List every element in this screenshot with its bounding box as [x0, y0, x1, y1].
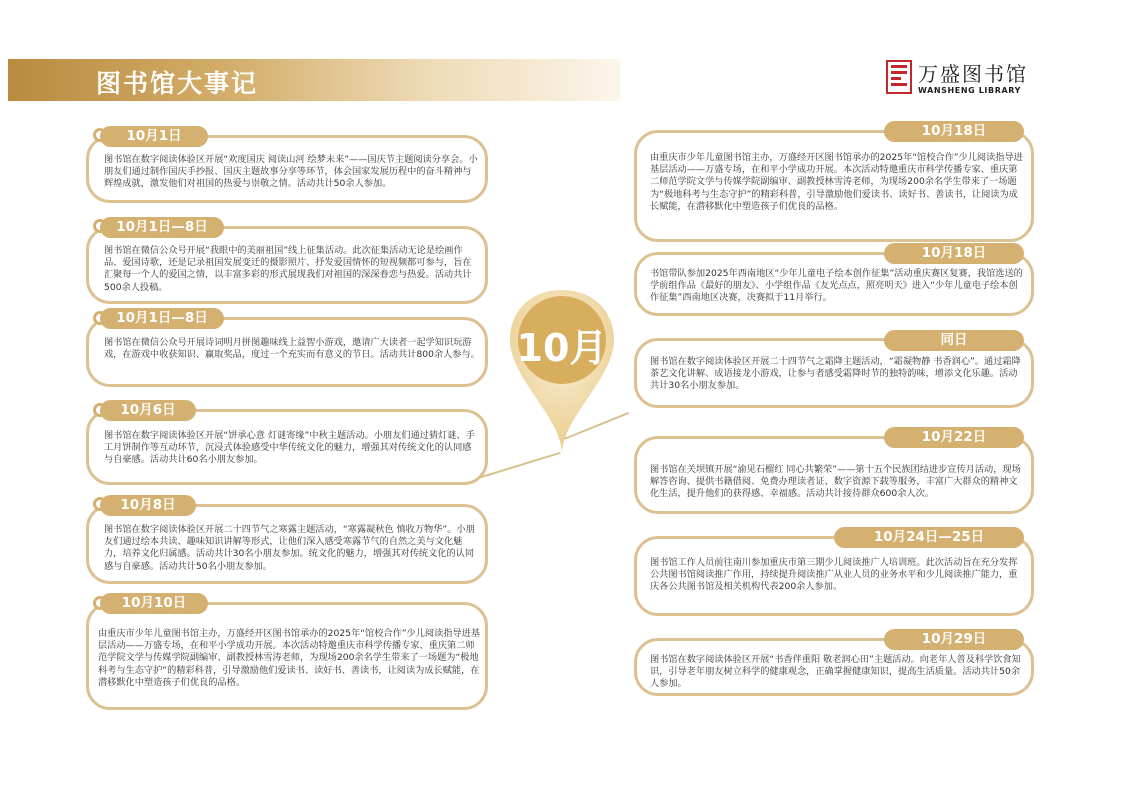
event-date-tab: 同日 — [884, 330, 1024, 351]
month-pin-icon — [506, 288, 618, 458]
event-description: 书馆带队参加2025年西南地区“少年儿童电子绘本创作征集”活动重庆赛区复赛，我馆选送的学前组作品《最好的朋友》、小学组作品《友光点点，照亮明天》进入“少年儿童电子绘本创作征集”西南地区决赛，决赛拟于11月举行。 — [650, 268, 1023, 304]
event-date-tab: 10月8日 — [100, 495, 196, 516]
event-description: 图书馆在数字阅读体验区开展二十四节气之寒露主题活动，“寒露凝秋色 慎收万物华”。小朋友们通过绘本共读、趣味知识讲解等形式，让他们深入感受寒露节气的自然之美与文化魅力，培养文化归属感。活动共计30名小朋友参加。统文化的魅力，增强其对传统文化的认同感与自豪感。活动共计50名小朋友参加。 — [104, 524, 475, 572]
event-description: 图书馆在关坝镇开展“渝见石榴红 同心共繁荣”——第十五个民族团结进步宣传月活动，现场解答咨询、提供书籍借阅、免费办理读者证、数字资源下载等服务，丰富广大群众的精神文化生活，提升他们的获得感、幸福感。活动共计接待群众600余人次。 — [650, 464, 1021, 500]
event-date-tab: 10月1日—8日 — [100, 308, 224, 329]
event-date-tab: 10月22日 — [884, 427, 1024, 448]
event-date-tab: 10月1日—8日 — [100, 217, 224, 238]
month-badge: 10月 — [516, 326, 608, 370]
event-description: 图书馆在微信公众号开展“我眼中的美丽祖国”线上征集活动。此次征集活动无论是绘画作品、爱国诗歌，还是记录祖国发展变迁的摄影照片、抒发爱国情怀的短视频都可参与，旨在汇聚每一个人的爱国之情，以丰富多彩的形式展现我们对祖国的深深眷恋与热爱。活动共计500余人投稿。 — [104, 245, 472, 293]
page-title: 图书馆大事记 — [96, 69, 259, 98]
event-description: 图书馆在数字阅读体验区开展“书香伴重阳 敬老润心田”主题活动。向老年人普及科学饮食知识，引导老年朋友树立科学的健康观念，正确掌握健康知识，提高生活质量。活动共计50余人参加。 — [650, 654, 1021, 690]
library-logo — [886, 58, 1026, 102]
event-description: 图书馆在数字阅读体验区开展“饼承心意 灯谜寄缘”中秋主题活动。小朋友们通过猜灯谜、手工月饼制作等互动环节，沉浸式体验感受中华传统文化的魅力，增强其对传统文化的认同感与自豪感。活动共计60名小朋友参加。 — [104, 430, 475, 466]
event-date-tab: 10月18日 — [884, 121, 1024, 142]
event-description: 由重庆市少年儿童图书馆主办，万盛经开区图书馆承办的2025年“馆校合作”少儿阅读指导进基层活动——万盛专场，在和平小学成功开展。本次活动特邀重庆市科学传播专家、重庆第二师范学院文学与传媒学院副编审、副教授林雪涛老师，为现场200余名学生带来了一场题为“极地科考与生态守护”的精彩科普，引导激励他们爱读书、读好书、善读书，让阅读为成长赋能，在潜移默化中塑造孩子们优良的品格。 — [650, 152, 1023, 212]
event-description: 图书馆在数字阅读体验区开展二十四节气之霜降主题活动，“霜凝物静 书香润心”。通过霜降茶艺文化讲解、成语接龙小游戏，让参与者感受霜降时节的独特韵味，增添文化乐趣。活动共计30名小朋友参加。 — [650, 356, 1021, 392]
event-description: 由重庆市少年儿童图书馆主办，万盛经开区图书馆承办的2025年“馆校合作”少儿阅读指导进基层活动——万盛专场，在和平小学成功开展。本次活动特邀重庆市科学传播专家、重庆第二师范学院文学与传媒学院副编审、副教授林雪涛老师，为现场200余名学生带来了一场题为“极地科考与生态守护”的精彩科普，引导激励他们爱读书、读好书、善读书，让阅读为成长赋能，在潜移默化中塑造孩子们优良的品格。 — [98, 628, 481, 688]
logo-chinese-name: 万盛图书馆 — [918, 62, 1028, 86]
event-description: 图书馆在微信公众号开展诗词明月拼图趣味线上益智小游戏，邀请广大读者一起学知识玩游戏，在游戏中收获知识、赢取奖品，度过一个充实而有意义的节日。活动共计800余人参与。 — [104, 337, 480, 361]
event-date-tab: 10月29日 — [884, 629, 1024, 650]
event-date-tab: 10月18日 — [884, 243, 1024, 264]
event-description: 图书馆在数字阅读体验区开展“欢度国庆 阅读山河 绘梦未来”——国庆节主题阅读分享会。小朋友们通过制作国庆手抄报、国庆主题故事分享等环节，体会国家发展历程中的奋斗精神与辉煌成就，激发他们对祖国的热爱与崇敬之情。活动共计50余人参加。 — [104, 154, 478, 190]
logo-english-name: WANSHENG LIBRARY — [918, 86, 1021, 95]
event-date-tab: 10月6日 — [100, 400, 196, 421]
event-date-tab: 10月24日—25日 — [834, 527, 1024, 548]
event-description: 图书馆工作人员前往南川参加重庆市第三期少儿阅读推广人培训班。此次活动旨在充分发挥公共图书馆阅读推广作用，持续提升阅读推广从业人员的业务水平和少儿阅读推广能力，重庆各公共图书馆及相关机构代表200余人参加。 — [650, 557, 1018, 593]
event-date-tab: 10月1日 — [100, 126, 208, 147]
library-emblem-icon — [886, 60, 912, 94]
event-date-tab: 10月10日 — [100, 593, 208, 614]
